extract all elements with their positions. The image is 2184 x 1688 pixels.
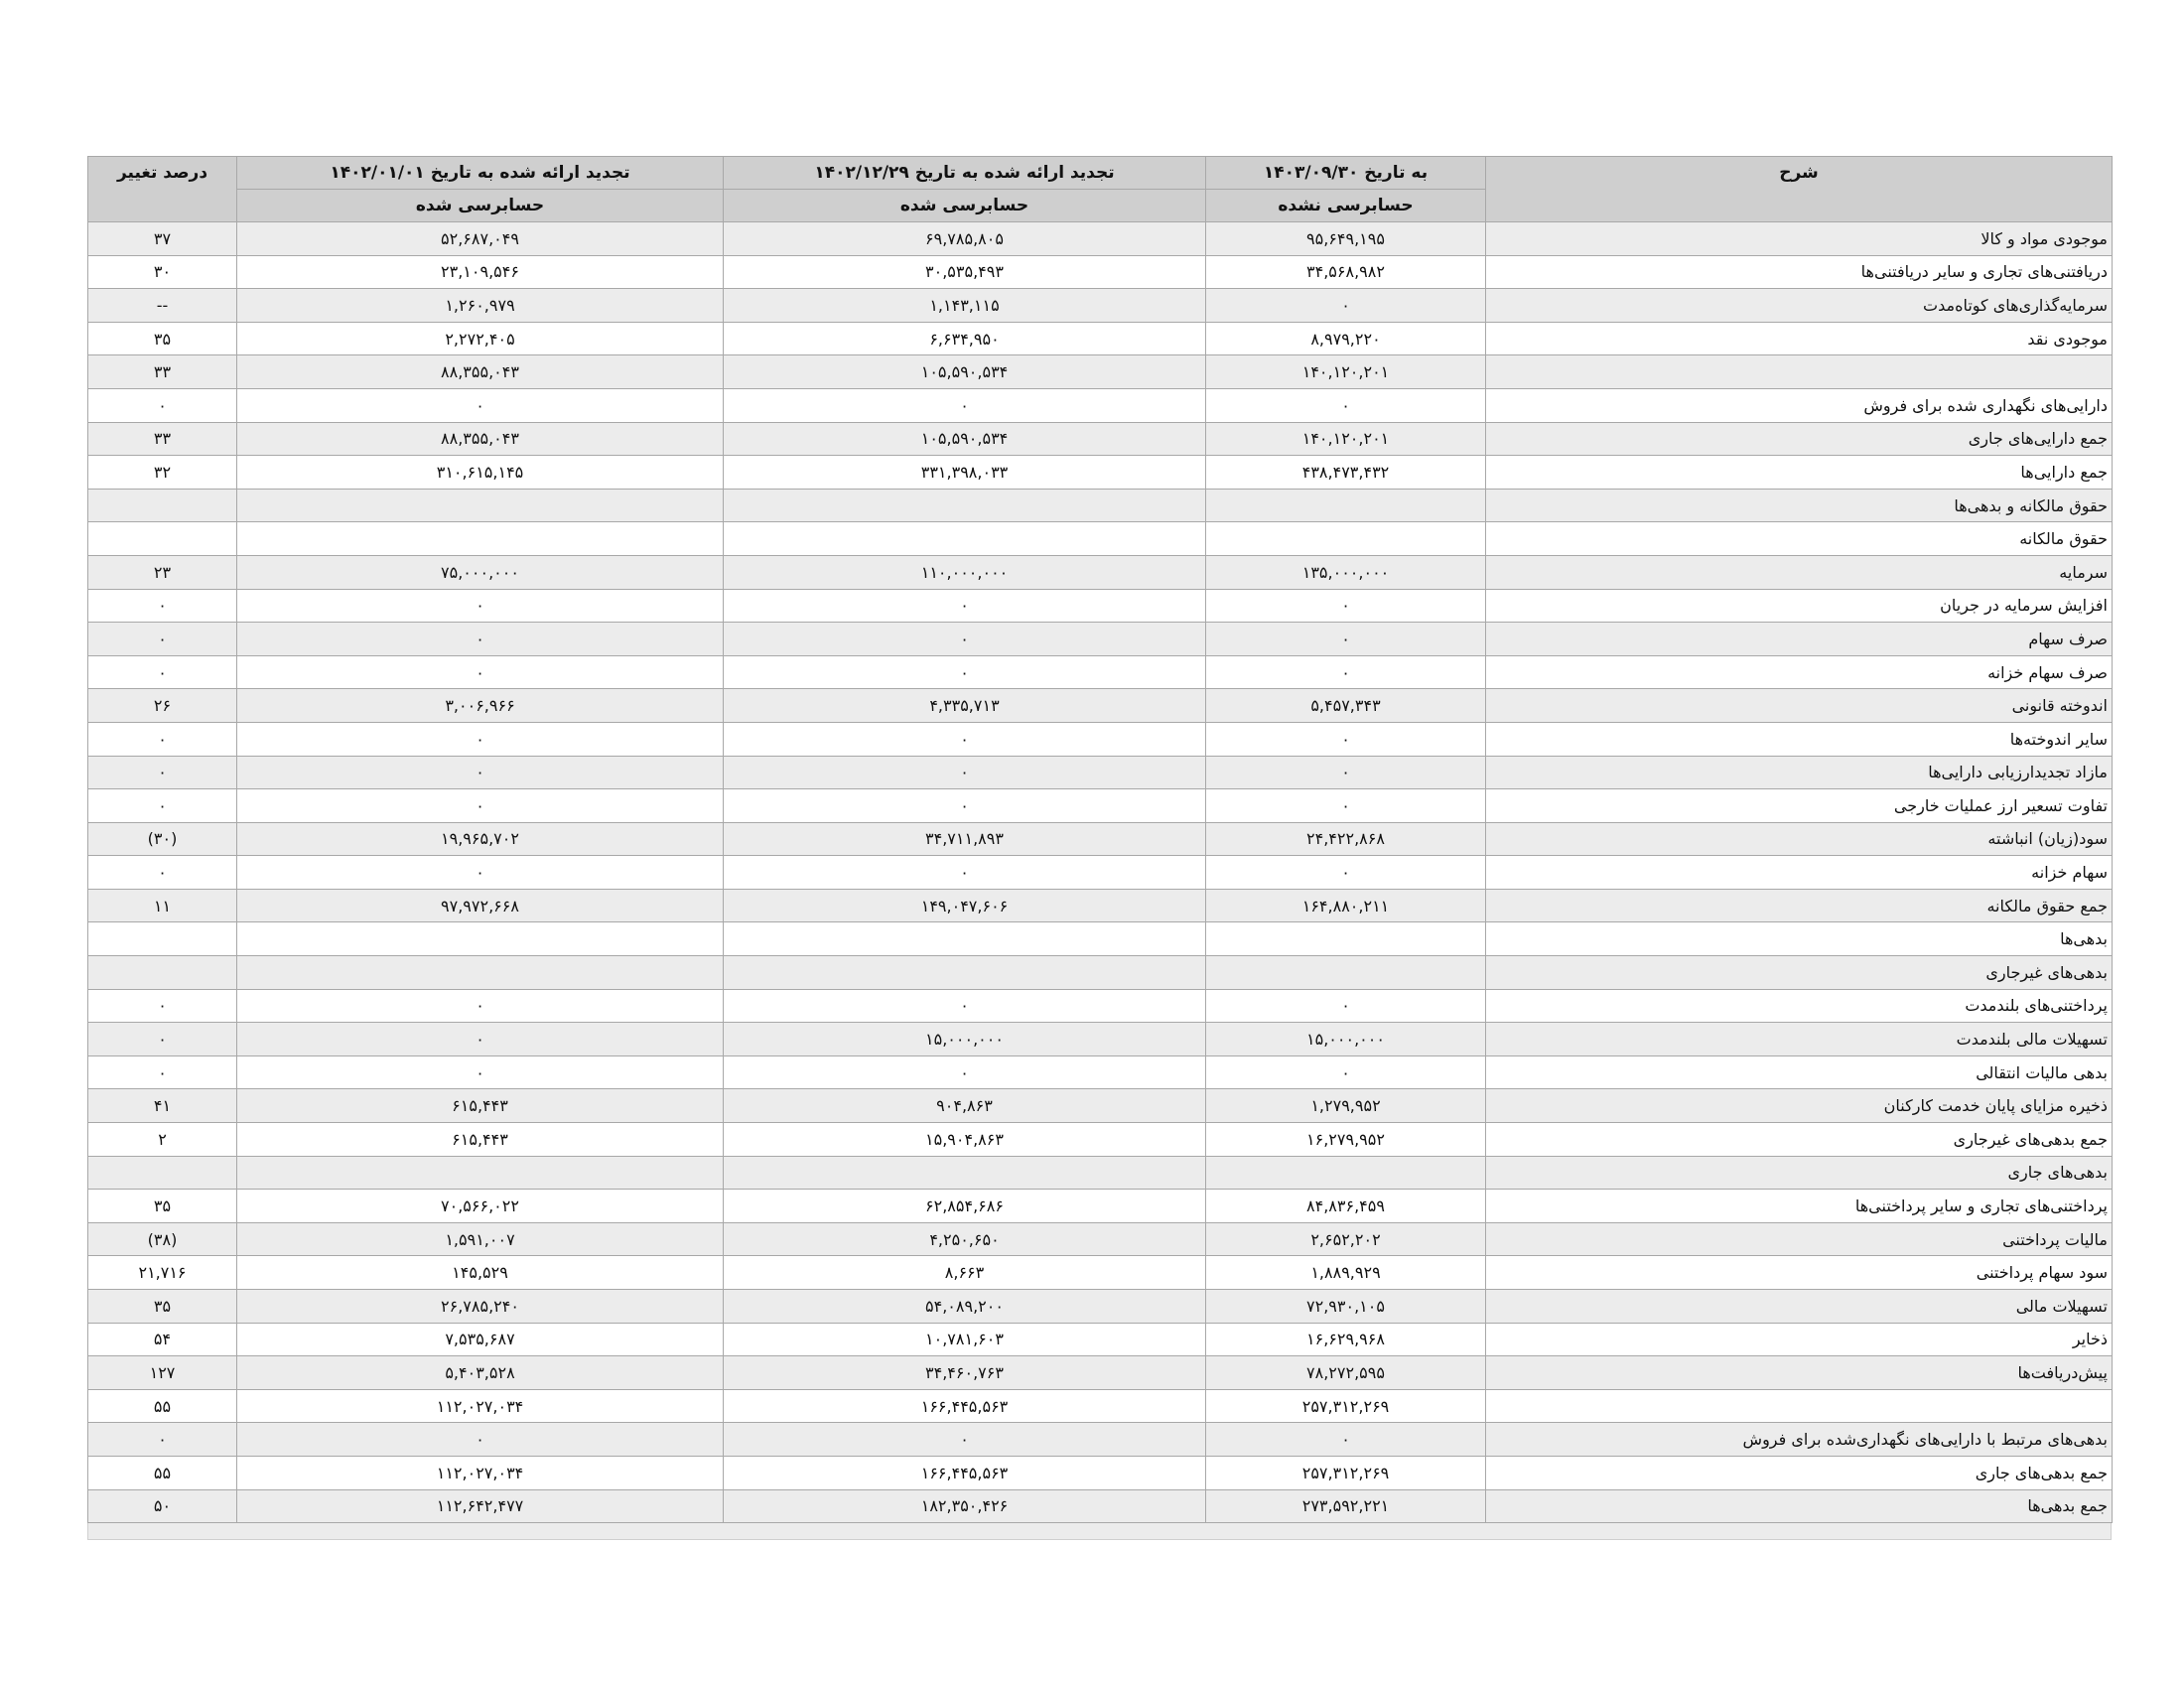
cell-percent-change: ۳۳ (88, 355, 237, 389)
cell-1403-09-30: ۲۴,۴۲۲,۸۶۸ (1206, 822, 1486, 856)
cell-1402-12-29 (724, 922, 1206, 956)
cell-percent-change: ۳۲ (88, 456, 237, 490)
cell-1403-09-30: ۱۶,۲۷۹,۹۵۲ (1206, 1123, 1486, 1157)
table-row (88, 1055, 2113, 1089)
cell-1402-01-01: ۱,۵۹۱,۰۰۷ (237, 1222, 724, 1256)
row-description: مالیات پرداختنی (1486, 1222, 2113, 1256)
cell-percent-change: (۳۰) (88, 822, 237, 856)
cell-1403-09-30: ۲۵۷,۳۱۲,۲۶۹ (1206, 1456, 1486, 1489)
cell-1402-12-29: ۰ (724, 623, 1206, 656)
cell-1403-09-30: ۹۵,۶۴۹,۱۹۵ (1206, 222, 1486, 256)
table-row (88, 889, 2113, 922)
cell-1402-01-01: ۱۱۲,۰۲۷,۰۳۴ (237, 1456, 724, 1489)
cell-1402-12-29: ۰ (724, 989, 1206, 1023)
table-row (88, 655, 2113, 689)
cell-percent-change: ۲۱,۷۱۶ (88, 1256, 237, 1290)
row-description: دریافتنی‌های تجاری و سایر دریافتنی‌ها (1486, 255, 2113, 289)
cell-1403-09-30: ۵,۴۵۷,۳۴۳ (1206, 689, 1486, 723)
table-row (88, 355, 2113, 389)
cell-percent-change (88, 489, 237, 522)
cell-percent-change: ۴۱ (88, 1089, 237, 1123)
row-description: موجودی مواد و کالا (1486, 222, 2113, 256)
cell-1403-09-30: ۰ (1206, 589, 1486, 623)
cell-1402-12-29: ۳۴,۴۶۰,۷۶۳ (724, 1356, 1206, 1390)
cell-percent-change: ۰ (88, 623, 237, 656)
table-row (88, 1123, 2113, 1157)
table-header (88, 157, 2113, 222)
cell-percent-change: ۰ (88, 756, 237, 789)
row-description: جمع حقوق مالکانه (1486, 889, 2113, 922)
row-description: تسهیلات مالی بلندمدت (1486, 1023, 2113, 1056)
cell-1402-12-29: ۱۵,۰۰۰,۰۰۰ (724, 1023, 1206, 1056)
cell-percent-change: ۳۳ (88, 422, 237, 456)
row-description: تسهیلات مالی (1486, 1290, 2113, 1324)
table-footer-strip (87, 1523, 2112, 1540)
cell-percent-change: ۰ (88, 856, 237, 890)
cell-percent-change: ۰ (88, 1023, 237, 1056)
table-row (88, 1489, 2113, 1523)
cell-1402-01-01: ۰ (237, 655, 724, 689)
cell-1403-09-30 (1206, 956, 1486, 990)
cell-1402-12-29: ۴,۲۵۰,۶۵۰ (724, 1222, 1206, 1256)
cell-percent-change: ۰ (88, 1055, 237, 1089)
row-description: موجودی نقد (1486, 322, 2113, 355)
table-row (88, 1389, 2113, 1423)
row-description: اندوخته قانونی (1486, 689, 2113, 723)
cell-1403-09-30: ۲۷۳,۵۹۲,۲۲۱ (1206, 1489, 1486, 1523)
table-row (88, 1290, 2113, 1324)
row-description: تفاوت تسعیر ارز عملیات خارجی (1486, 789, 2113, 823)
cell-1402-12-29: ۰ (724, 589, 1206, 623)
row-description: جمع بدهی‌ها (1486, 1489, 2113, 1523)
row-description: سود(زیان) انباشته (1486, 822, 2113, 856)
subheader-audited-1: حسابرسی شده (724, 190, 1206, 222)
table-row (88, 822, 2113, 856)
cell-percent-change: ۳۰ (88, 255, 237, 289)
table-row (88, 388, 2113, 422)
cell-1403-09-30: ۴۳۸,۴۷۳,۴۳۲ (1206, 456, 1486, 490)
cell-1402-01-01: ۰ (237, 623, 724, 656)
row-description: بدهی‌های غیرجاری (1486, 956, 2113, 990)
cell-1402-01-01: ۰ (237, 1023, 724, 1056)
cell-1402-12-29: ۱۰۵,۵۹۰,۵۳۴ (724, 355, 1206, 389)
cell-1402-12-29: ۶,۶۳۴,۹۵۰ (724, 322, 1206, 355)
cell-1402-12-29: ۱,۱۴۳,۱۱۵ (724, 289, 1206, 323)
header-description: شرح (1486, 157, 2113, 222)
table-row (88, 1356, 2113, 1390)
cell-1402-01-01: ۷۵,۰۰۰,۰۰۰ (237, 555, 724, 589)
row-description: سرمایه‌گذاری‌های کوتاه‌مدت (1486, 289, 2113, 323)
row-description: بدهی مالیات انتقالی (1486, 1055, 2113, 1089)
table-row (88, 1089, 2113, 1123)
cell-1402-01-01: ۸۸,۳۵۵,۰۴۳ (237, 422, 724, 456)
cell-1402-01-01: ۱۹,۹۶۵,۷۰۲ (237, 822, 724, 856)
row-description: پرداختنی‌های تجاری و سایر پرداختنی‌ها (1486, 1190, 2113, 1223)
table-body (88, 222, 2113, 1523)
cell-1402-01-01: ۲,۲۷۲,۴۰۵ (237, 322, 724, 355)
cell-1403-09-30: ۱۵,۰۰۰,۰۰۰ (1206, 1023, 1486, 1056)
cell-1403-09-30: ۰ (1206, 722, 1486, 756)
cell-1403-09-30: ۸۴,۸۳۶,۴۵۹ (1206, 1190, 1486, 1223)
cell-1402-01-01: ۱,۲۶۰,۹۷۹ (237, 289, 724, 323)
cell-percent-change: ۰ (88, 989, 237, 1023)
cell-1403-09-30: ۰ (1206, 623, 1486, 656)
row-description (1486, 1389, 2113, 1423)
cell-1402-12-29: ۱۵,۹۰۴,۸۶۳ (724, 1123, 1206, 1157)
table-row (88, 1456, 2113, 1489)
cell-1402-01-01: ۰ (237, 722, 724, 756)
cell-1402-01-01: ۱۱۲,۶۴۲,۴۷۷ (237, 1489, 724, 1523)
cell-1402-01-01: ۹۷,۹۷۲,۶۶۸ (237, 889, 724, 922)
header-col-1402-12-29: تجدید ارائه شده به تاریخ ۱۴۰۲/۱۲/۲۹ (724, 157, 1206, 190)
table-row (88, 623, 2113, 656)
cell-1403-09-30: ۲۵۷,۳۱۲,۲۶۹ (1206, 1389, 1486, 1423)
cell-percent-change: ۲۶ (88, 689, 237, 723)
cell-1402-01-01: ۰ (237, 1055, 724, 1089)
cell-1403-09-30: ۰ (1206, 1055, 1486, 1089)
table-row (88, 789, 2113, 823)
cell-1402-01-01 (237, 956, 724, 990)
cell-1402-01-01: ۱۱۲,۰۲۷,۰۳۴ (237, 1389, 724, 1423)
cell-1402-12-29: ۵۴,۰۸۹,۲۰۰ (724, 1290, 1206, 1324)
cell-percent-change: ۱۱ (88, 889, 237, 922)
table-row (88, 1222, 2113, 1256)
cell-1402-01-01: ۰ (237, 856, 724, 890)
row-description: پیش‌دریافت‌ها (1486, 1356, 2113, 1390)
cell-1402-12-29: ۱۸۲,۳۵۰,۴۲۶ (724, 1489, 1206, 1523)
table-row (88, 322, 2113, 355)
cell-percent-change: (۳۸) (88, 1222, 237, 1256)
cell-1402-01-01: ۲۶,۷۸۵,۲۴۰ (237, 1290, 724, 1324)
cell-1403-09-30: ۱,۸۸۹,۹۲۹ (1206, 1256, 1486, 1290)
cell-percent-change (88, 522, 237, 556)
row-description: بدهی‌های مرتبط با دارایی‌های نگهداری‌شده برای فروش (1486, 1423, 2113, 1457)
cell-percent-change: ۲۳ (88, 555, 237, 589)
cell-percent-change (88, 956, 237, 990)
row-description: صرف سهام خزانه (1486, 655, 2113, 689)
cell-1403-09-30: ۱۶,۶۲۹,۹۶۸ (1206, 1323, 1486, 1356)
table-row (88, 289, 2113, 323)
cell-percent-change: ۵۵ (88, 1389, 237, 1423)
row-description: حقوق مالکانه (1486, 522, 2113, 556)
table-row (88, 1023, 2113, 1056)
cell-1402-12-29: ۰ (724, 722, 1206, 756)
cell-1402-12-29: ۸,۶۶۳ (724, 1256, 1206, 1290)
row-description: مازاد تجدیدارزیابی دارایی‌ها (1486, 756, 2113, 789)
row-description: صرف سهام (1486, 623, 2113, 656)
table-row (88, 689, 2113, 723)
table-row (88, 1423, 2113, 1457)
table-row (88, 1323, 2113, 1356)
table-row (88, 222, 2113, 256)
cell-1402-01-01: ۷۰,۵۶۶,۰۲۲ (237, 1190, 724, 1223)
financial-table (87, 156, 2113, 1523)
row-description: سهام خزانه (1486, 856, 2113, 890)
row-description: ذخایر (1486, 1323, 2113, 1356)
cell-1402-01-01: ۳,۰۰۶,۹۶۶ (237, 689, 724, 723)
balance-sheet (87, 156, 2112, 1540)
cell-percent-change: -- (88, 289, 237, 323)
cell-1403-09-30 (1206, 489, 1486, 522)
cell-1402-01-01: ۰ (237, 388, 724, 422)
cell-1402-01-01: ۷,۵۳۵,۶۸۷ (237, 1323, 724, 1356)
cell-1403-09-30: ۱۴۰,۱۲۰,۲۰۱ (1206, 355, 1486, 389)
header-col-1402-01-01: تجدید ارائه شده به تاریخ ۱۴۰۲/۰۱/۰۱ (237, 157, 724, 190)
header-col-1403-09-30: به تاریخ ۱۴۰۳/۰۹/۳۰ (1206, 157, 1486, 190)
cell-percent-change: ۵۴ (88, 1323, 237, 1356)
table-row (88, 956, 2113, 990)
cell-1403-09-30: ۱۳۵,۰۰۰,۰۰۰ (1206, 555, 1486, 589)
row-description (1486, 355, 2113, 389)
subheader-audited-2: حسابرسی شده (237, 190, 724, 222)
cell-1402-12-29: ۰ (724, 388, 1206, 422)
cell-percent-change: ۰ (88, 789, 237, 823)
row-description: سایر اندوخته‌ها (1486, 722, 2113, 756)
cell-percent-change (88, 922, 237, 956)
cell-1402-01-01: ۲۳,۱۰۹,۵۴۶ (237, 255, 724, 289)
cell-1403-09-30: ۸,۹۷۹,۲۲۰ (1206, 322, 1486, 355)
cell-1402-01-01: ۳۱۰,۶۱۵,۱۴۵ (237, 456, 724, 490)
cell-1403-09-30: ۳۴,۵۶۸,۹۸۲ (1206, 255, 1486, 289)
cell-percent-change: ۲ (88, 1123, 237, 1157)
row-description: افزایش سرمایه در جریان (1486, 589, 2113, 623)
cell-1402-01-01: ۶۱۵,۴۴۳ (237, 1123, 724, 1157)
cell-percent-change: ۳۷ (88, 222, 237, 256)
cell-1402-12-29: ۰ (724, 1423, 1206, 1457)
table-row (88, 922, 2113, 956)
cell-1402-01-01: ۰ (237, 1423, 724, 1457)
cell-1403-09-30: ۰ (1206, 289, 1486, 323)
row-description: جمع دارایی‌ها (1486, 456, 2113, 490)
cell-1402-01-01 (237, 1156, 724, 1190)
cell-1402-12-29: ۶۹,۷۸۵,۸۰۵ (724, 222, 1206, 256)
cell-percent-change: ۵۵ (88, 1456, 237, 1489)
cell-1402-01-01 (237, 922, 724, 956)
cell-1403-09-30: ۷۸,۲۷۲,۵۹۵ (1206, 1356, 1486, 1390)
row-description: پرداختنی‌های بلندمدت (1486, 989, 2113, 1023)
cell-percent-change: ۵۰ (88, 1489, 237, 1523)
table-row (88, 989, 2113, 1023)
table-row (88, 1190, 2113, 1223)
cell-1402-12-29: ۳۴,۷۱۱,۸۹۳ (724, 822, 1206, 856)
cell-1402-12-29: ۴,۳۳۵,۷۱۳ (724, 689, 1206, 723)
cell-1402-12-29 (724, 489, 1206, 522)
cell-1402-01-01: ۰ (237, 789, 724, 823)
cell-1402-01-01: ۸۸,۳۵۵,۰۴۳ (237, 355, 724, 389)
cell-1402-12-29: ۰ (724, 1055, 1206, 1089)
row-description: بدهی‌های جاری (1486, 1156, 2113, 1190)
cell-percent-change: ۰ (88, 722, 237, 756)
cell-1402-12-29: ۰ (724, 655, 1206, 689)
cell-1402-01-01: ۵,۴۰۳,۵۲۸ (237, 1356, 724, 1390)
row-description: جمع بدهی‌های غیرجاری (1486, 1123, 2113, 1157)
cell-1402-12-29: ۰ (724, 856, 1206, 890)
subheader-unaudited: حسابرسی نشده (1206, 190, 1486, 222)
cell-1402-12-29: ۱۰۵,۵۹۰,۵۳۴ (724, 422, 1206, 456)
cell-1402-12-29: ۳۰,۵۳۵,۴۹۳ (724, 255, 1206, 289)
cell-1402-01-01: ۵۲,۶۸۷,۰۴۹ (237, 222, 724, 256)
cell-percent-change (88, 1156, 237, 1190)
cell-percent-change: ۰ (88, 589, 237, 623)
header-percent-change: درصد تغییر (88, 157, 237, 222)
cell-1402-12-29: ۱۴۹,۰۴۷,۶۰۶ (724, 889, 1206, 922)
cell-1403-09-30 (1206, 522, 1486, 556)
cell-1402-12-29: ۹۰۴,۸۶۳ (724, 1089, 1206, 1123)
cell-1402-01-01: ۰ (237, 756, 724, 789)
row-description: حقوق مالکانه و بدهی‌ها (1486, 489, 2113, 522)
cell-1403-09-30: ۲,۶۵۲,۲۰۲ (1206, 1222, 1486, 1256)
cell-1402-12-29 (724, 522, 1206, 556)
row-description: سرمایه (1486, 555, 2113, 589)
cell-1402-01-01: ۰ (237, 989, 724, 1023)
table-row (88, 1156, 2113, 1190)
cell-1402-12-29 (724, 1156, 1206, 1190)
cell-1403-09-30: ۰ (1206, 856, 1486, 890)
cell-1402-01-01: ۱۴۵,۵۲۹ (237, 1256, 724, 1290)
cell-1403-09-30: ۷۲,۹۳۰,۱۰۵ (1206, 1290, 1486, 1324)
table-row (88, 422, 2113, 456)
cell-1403-09-30: ۰ (1206, 1423, 1486, 1457)
cell-1403-09-30: ۰ (1206, 388, 1486, 422)
cell-1402-12-29: ۰ (724, 756, 1206, 789)
cell-percent-change: ۳۵ (88, 322, 237, 355)
row-description: بدهی‌ها (1486, 922, 2113, 956)
cell-1403-09-30: ۰ (1206, 655, 1486, 689)
table-row (88, 489, 2113, 522)
table-row (88, 522, 2113, 556)
cell-1403-09-30 (1206, 922, 1486, 956)
table-row (88, 722, 2113, 756)
cell-1403-09-30: ۰ (1206, 989, 1486, 1023)
cell-1403-09-30: ۰ (1206, 756, 1486, 789)
row-description: جمع بدهی‌های جاری (1486, 1456, 2113, 1489)
cell-percent-change: ۳۵ (88, 1290, 237, 1324)
cell-1402-12-29: ۱۶۶,۴۴۵,۵۶۳ (724, 1456, 1206, 1489)
cell-percent-change: ۰ (88, 1423, 237, 1457)
table-row (88, 555, 2113, 589)
cell-1402-12-29: ۶۲,۸۵۴,۶۸۶ (724, 1190, 1206, 1223)
row-description: جمع دارایی‌های جاری (1486, 422, 2113, 456)
cell-1403-09-30 (1206, 1156, 1486, 1190)
cell-1403-09-30: ۱۴۰,۱۲۰,۲۰۱ (1206, 422, 1486, 456)
cell-1402-01-01 (237, 522, 724, 556)
table-row (88, 856, 2113, 890)
cell-percent-change: ۳۵ (88, 1190, 237, 1223)
table-row (88, 756, 2113, 789)
cell-1403-09-30: ۱۶۴,۸۸۰,۲۱۱ (1206, 889, 1486, 922)
cell-1402-12-29: ۳۳۱,۳۹۸,۰۳۳ (724, 456, 1206, 490)
row-description: دارایی‌های نگهداری شده برای فروش (1486, 388, 2113, 422)
cell-percent-change: ۰ (88, 655, 237, 689)
table-row (88, 255, 2113, 289)
cell-1402-12-29: ۰ (724, 789, 1206, 823)
table-row (88, 1256, 2113, 1290)
cell-1402-12-29: ۱۱۰,۰۰۰,۰۰۰ (724, 555, 1206, 589)
table-row (88, 456, 2113, 490)
cell-1403-09-30: ۰ (1206, 789, 1486, 823)
cell-1402-01-01: ۶۱۵,۴۴۳ (237, 1089, 724, 1123)
cell-1402-12-29: ۱۶۶,۴۴۵,۵۶۳ (724, 1389, 1206, 1423)
row-description: ذخیره مزایای پایان خدمت کارکنان (1486, 1089, 2113, 1123)
cell-percent-change: ۱۲۷ (88, 1356, 237, 1390)
table-row (88, 589, 2113, 623)
row-description: سود سهام پرداختنی (1486, 1256, 2113, 1290)
cell-1402-12-29: ۱۰,۷۸۱,۶۰۳ (724, 1323, 1206, 1356)
cell-percent-change: ۰ (88, 388, 237, 422)
cell-1403-09-30: ۱,۲۷۹,۹۵۲ (1206, 1089, 1486, 1123)
cell-1402-01-01 (237, 489, 724, 522)
cell-1402-01-01: ۰ (237, 589, 724, 623)
cell-1402-12-29 (724, 956, 1206, 990)
